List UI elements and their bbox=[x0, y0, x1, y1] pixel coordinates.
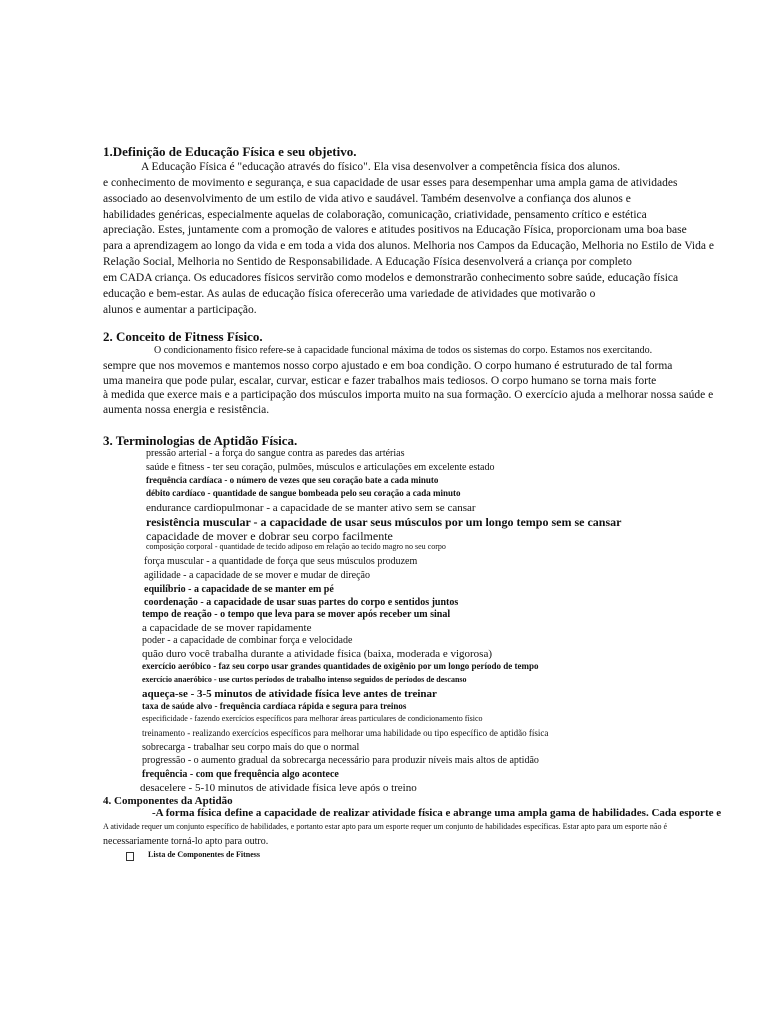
term-item: resistência muscular - a capacidade de usar seus músculos por um longo tempo sem se cansar bbox=[146, 515, 622, 529]
term-item: exercício aeróbico - faz seu corpo usar grandes quantidades de oxigênio por um longo período de tempo bbox=[142, 661, 539, 671]
bullet-list-item: Lista de Componentes de Fitness bbox=[148, 850, 261, 859]
term-item: progressão - o aumento gradual da sobrecarga necessário para produzir níveis mais altos de aptidão bbox=[142, 755, 539, 766]
section-2-line: sempre que nos movemos e mantemos nosso corpo ajustado e em boa condição. O corpo humano é estruturado de tal forma bbox=[103, 360, 673, 372]
section-2-line: uma maneira que pode pular, escalar, curvar, esticar e fazer trabalhos mais tediosos. O corpo humano se torna mais forte bbox=[103, 375, 657, 387]
section-1-line: A Educação Física é "educação através do físico". Ela visa desenvolver a competência física dos alunos. bbox=[141, 161, 621, 173]
section-1-line: alunos e aumentar a participação. bbox=[103, 304, 257, 316]
section-2-line: aumenta nossa energia e resistência. bbox=[103, 404, 270, 416]
section-1-line: educação e bem-estar. As aulas de educação física oferecerão uma variedade de atividades que motivarão o bbox=[103, 288, 596, 300]
term-item: treinamento - realizando exercícios específicos para melhorar uma habilidade ou tipo específico de aptidão física bbox=[142, 728, 549, 738]
term-item: exercício anaeróbico - use curtos períodos de trabalho intenso seguidos de períodos de descanso bbox=[142, 675, 467, 684]
term-item: tempo de reação - o tempo que leva para se mover após receber um sinal bbox=[142, 609, 451, 620]
section-3-heading: 3. Terminologias de Aptidão Física. bbox=[103, 433, 298, 448]
term-item: composição corporal - quantidade de tecido adiposo em relação ao tecido magro no seu corpo bbox=[146, 542, 446, 551]
term-item: saúde e fitness - ter seu coração, pulmões, músculos e articulações em excelente estado bbox=[146, 462, 495, 473]
section-4-line: -A forma física define a capacidade de realizar atividade física e abrange uma ampla gama de habilidades. Cada esporte e bbox=[152, 807, 722, 819]
term-item: força muscular - a quantidade de força que seus músculos produzem bbox=[144, 556, 418, 567]
term-item: frequência - com que frequência algo acontece bbox=[142, 769, 339, 780]
term-item: a capacidade de se mover rapidamente bbox=[142, 622, 312, 634]
section-1-line: em CADA criança. Os educadores físicos servirão como modelos e demonstrarão conhecimento sobre saúde, educação física bbox=[103, 272, 679, 284]
term-item: agilidade - a capacidade de se mover e mudar de direção bbox=[144, 570, 370, 581]
checkbox-bullet-icon bbox=[126, 852, 134, 861]
section-1-line: apreciação. Estes, juntamente com a promoção de valores e atitudes positivos na Educação Física, proporcionam uma boa base bbox=[103, 224, 687, 236]
term-item: endurance cardiopulmonar - a capacidade de se manter ativo sem se cansar bbox=[146, 502, 476, 514]
term-item: especificidade - fazendo exercícios específicos para melhorar áreas particulares de condicionamento físico bbox=[142, 714, 483, 723]
term-item: capacidade de mover e dobrar seu corpo facilmente bbox=[146, 529, 393, 543]
term-item: frequência cardíaca - o número de vezes que seu coração bate a cada minuto bbox=[146, 475, 439, 485]
section-1-line: para a aprendizagem ao longo da vida e em toda a vida dos alunos. Melhoria nos Campos da Educação, Melhoria no Estilo de Vida e bbox=[103, 240, 714, 252]
section-1-line: habilidades genéricas, especialmente aquelas de colaboração, comunicação, criatividade, pensamento crítico e estética bbox=[103, 209, 647, 221]
section-1-line: associado ao desenvolvimento de um estilo de vida ativo e saudável. Também desenvolve a confiança dos alunos e bbox=[103, 193, 631, 205]
term-item: desacelere - 5-10 minutos de atividade física leve após o treino bbox=[140, 782, 417, 794]
term-item: equilíbrio - a capacidade de se manter em pé bbox=[144, 584, 334, 595]
section-1-line: Relação Social, Melhoria no Sentido de Responsabilidade. A Educação Física desenvolverá a criança por completo bbox=[103, 256, 632, 268]
section-4-heading: 4. Componentes da Aptidão bbox=[103, 795, 233, 807]
section-1-line: e conhecimento de movimento e segurança, e sua capacidade de usar esses para desempenhar uma ampla gama de atividades bbox=[103, 177, 678, 189]
term-item: quão duro você trabalha durante a atividade física (baixa, moderada e vigorosa) bbox=[142, 648, 493, 660]
section-2-line: O condicionamento físico refere-se à capacidade funcional máxima de todos os sistemas do corpo. Estamos nos exercitando. bbox=[154, 345, 653, 356]
section-2-line: à medida que exerce mais e a participação dos músculos importa muito na sua formação. O exercício ajuda a melhorar nossa saúde e bbox=[103, 389, 714, 401]
term-item: sobrecarga - trabalhar seu corpo mais do que o normal bbox=[142, 742, 360, 753]
term-item: débito cardíaco - quantidade de sangue bombeada pelo seu coração a cada minuto bbox=[146, 488, 461, 498]
section-4-line: A atividade requer um conjunto específico de habilidades, e portanto estar apto para um esporte requer um conjunto de habilidades específicas. Estar apto para um esporte não é bbox=[103, 822, 668, 831]
section-2-heading: 2. Conceito de Fitness Físico. bbox=[103, 329, 263, 344]
term-item: pressão arterial - a força do sangue contra as paredes das artérias bbox=[146, 448, 405, 459]
term-item: aqueça-se - 3-5 minutos de atividade física leve antes de treinar bbox=[142, 688, 437, 700]
term-item: taxa de saúde alvo - frequência cardíaca rápida e segura para treinos bbox=[142, 701, 407, 711]
term-item: coordenação - a capacidade de usar suas partes do corpo e sentidos juntos bbox=[144, 597, 459, 608]
term-item: poder - a capacidade de combinar força e velocidade bbox=[142, 635, 353, 646]
section-4-line: necessariamente torná-lo apto para outro. bbox=[103, 836, 269, 847]
section-1-heading: 1.Definição de Educação Física e seu objetivo. bbox=[103, 144, 357, 159]
